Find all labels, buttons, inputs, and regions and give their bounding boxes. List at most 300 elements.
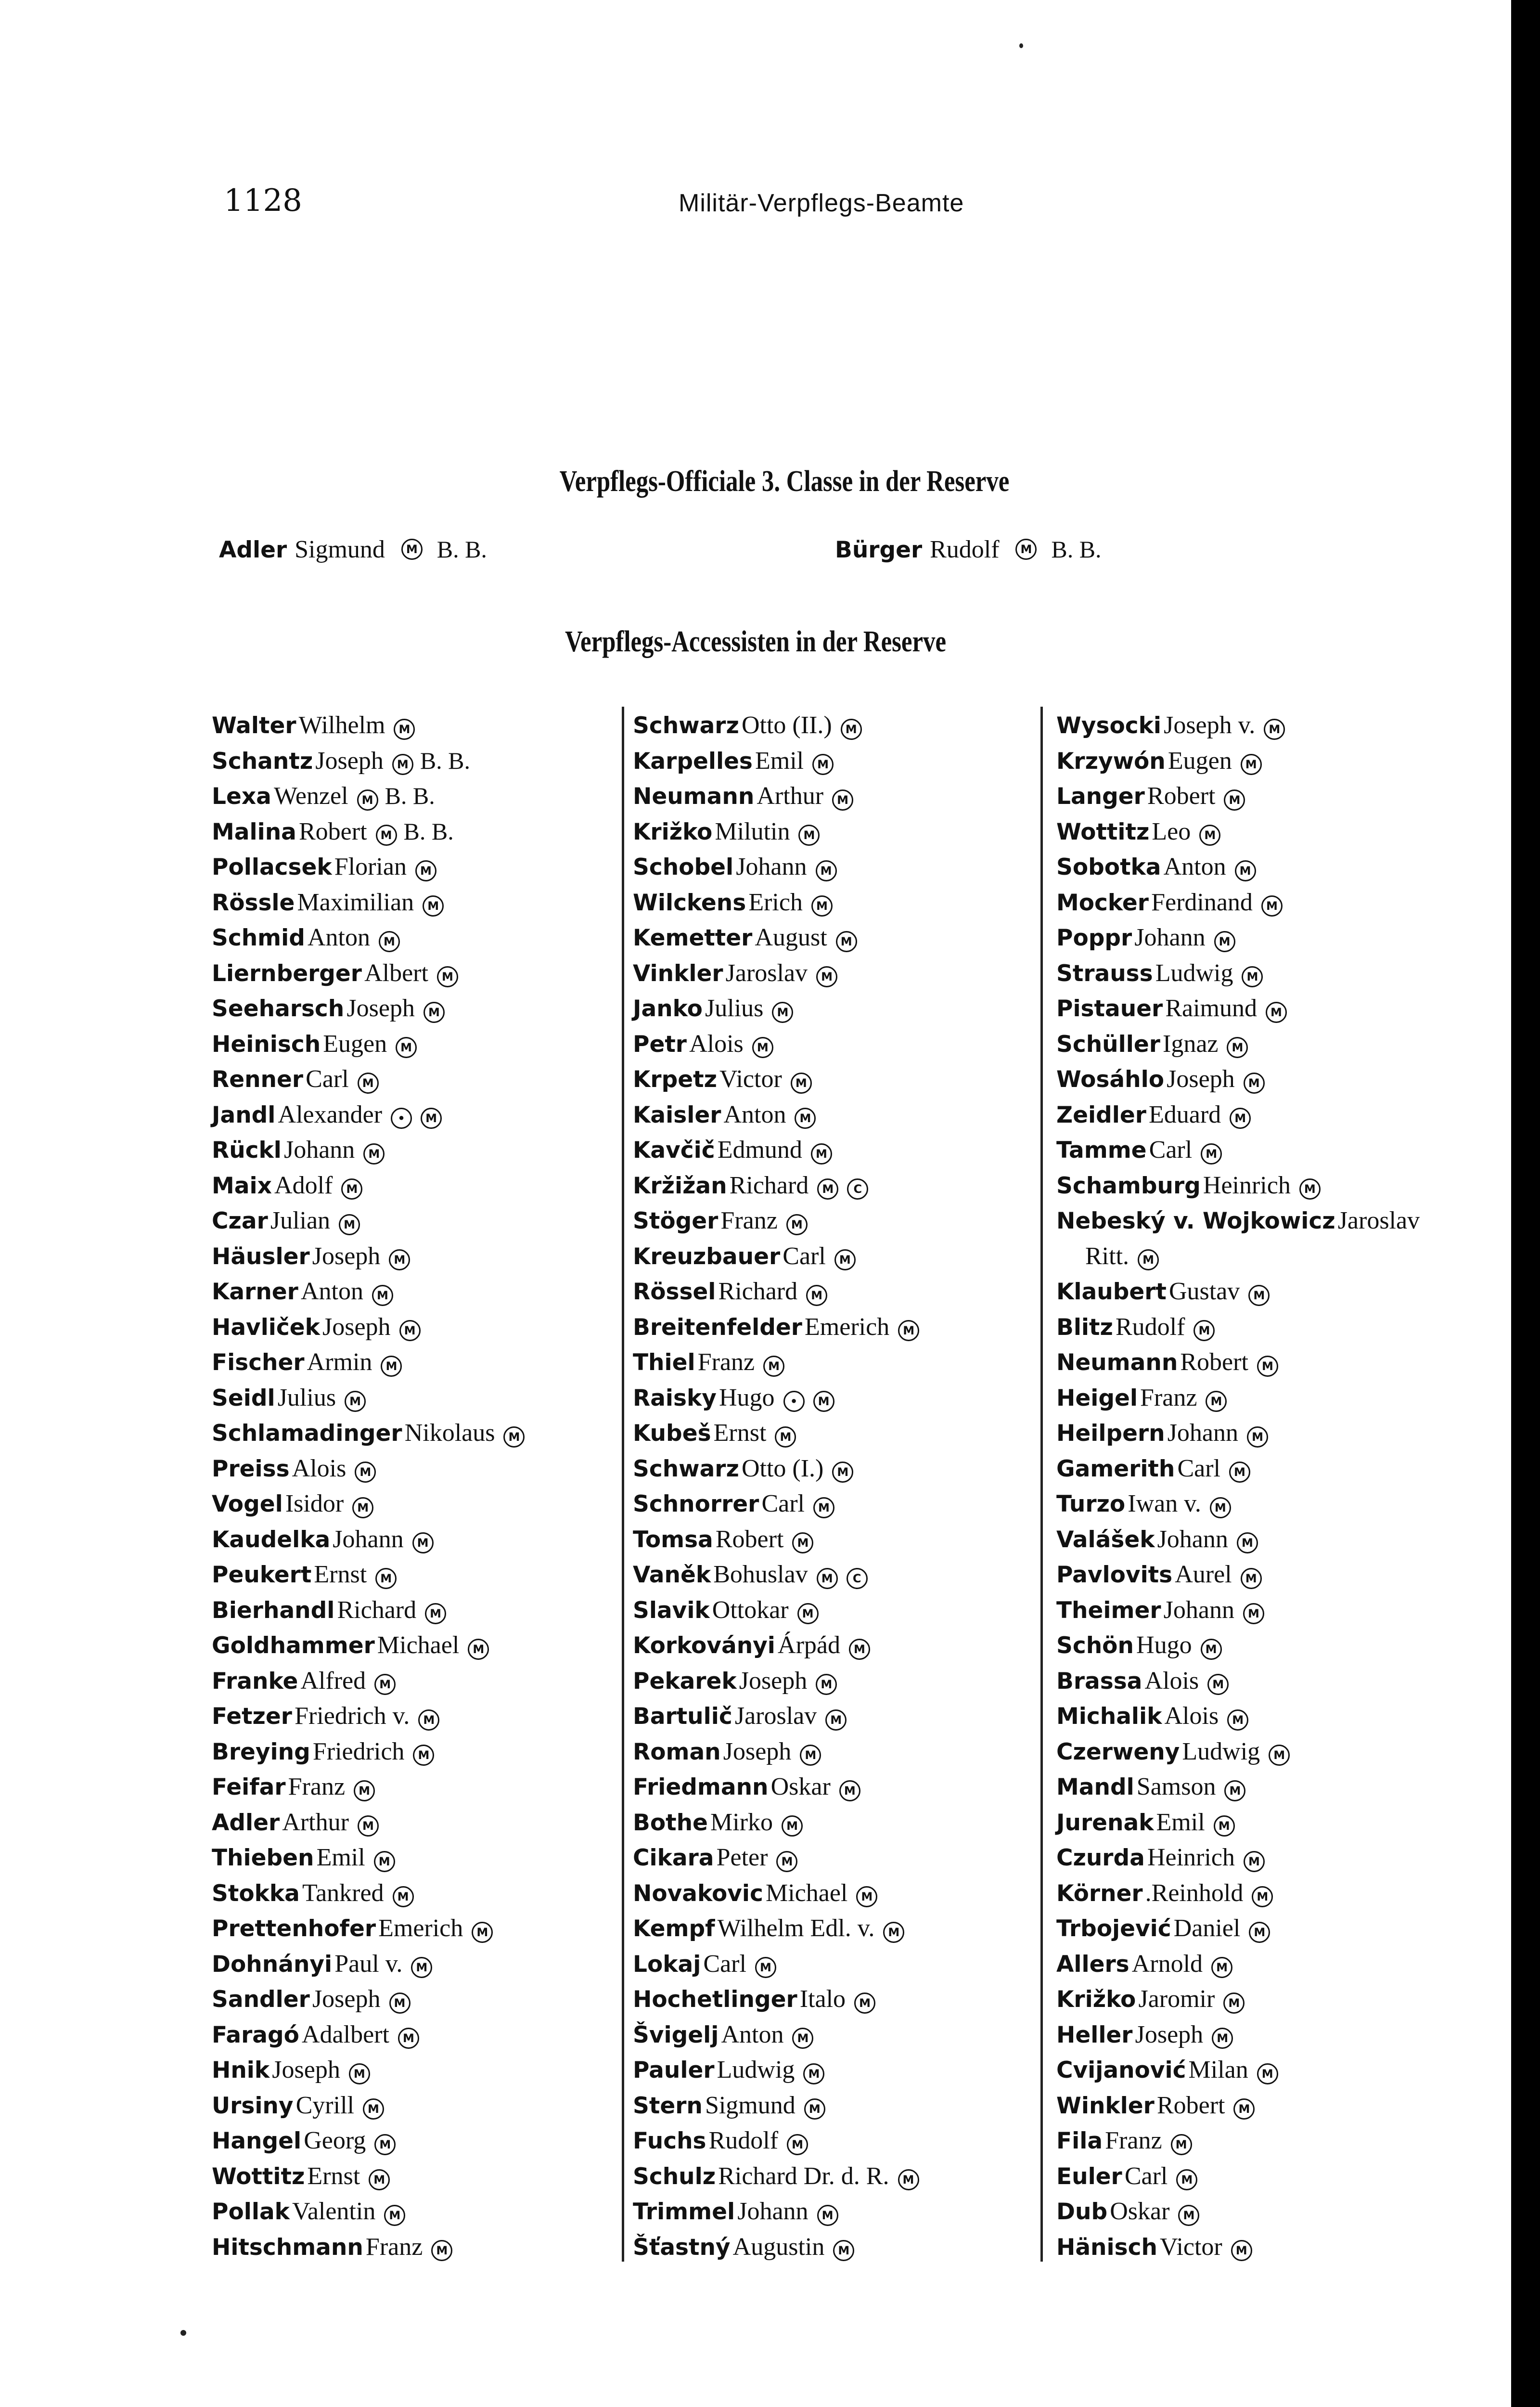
list-item [1056,1592,1480,1628]
dot-mark-icon: • [391,1108,412,1129]
m-mark-icon: M [412,1532,434,1553]
m-mark-icon: M [396,1037,417,1058]
surname: Körner [1056,1880,1143,1907]
given-name: Georg [304,2127,366,2154]
surname: Schüller [1056,1031,1160,1058]
list-item [212,708,621,743]
m-mark-icon: M [787,2134,808,2155]
name-column-1 [212,708,621,2267]
m-mark-icon: M [355,1462,376,1483]
given-name: Rudolf [1115,1313,1185,1341]
given-name: Ritt. [1085,1242,1129,1270]
given-name: Joseph [739,1667,808,1695]
list-item [633,778,1032,814]
list-item [212,1946,621,1982]
surname: Križko [1056,1986,1136,2013]
given-name: Eugen [1168,747,1232,775]
m-mark-icon: M [1243,1603,1264,1624]
given-name: Friedrich [312,1737,405,1765]
surname: Cvijanović [1056,2057,1186,2083]
list-item [1056,1345,1480,1380]
surname: Heinisch [212,1031,321,1058]
page-edge [1511,0,1540,2407]
m-mark-icon: M [856,1886,877,1907]
list-item [212,2159,621,2194]
list-item [212,814,621,850]
given-name: Carl [1177,1454,1220,1482]
m-mark-icon: M [345,1391,366,1412]
m-mark-icon: M [816,860,837,881]
given-name: Aurel [1175,1561,1232,1588]
m-mark-icon: M [763,1356,784,1377]
surname: Wilckens [633,889,746,916]
surname: Mocker [1056,889,1149,916]
given-name: Arthur [282,1808,349,1836]
given-name: Ernst [307,2162,360,2190]
list-item [1056,1061,1480,1097]
m-mark-icon: M [898,2169,919,2190]
given-name: Árpád [778,1631,840,1659]
given-name: Carl [1124,2162,1168,2190]
list-item [212,1097,621,1133]
m-mark-icon: M [854,1993,875,2014]
list-item [633,1309,1032,1345]
list-item [1056,885,1480,920]
given-name: Robert [298,817,367,845]
surname: Rössel [633,1279,716,1305]
surname: Wottitz [212,2163,305,2190]
given-name: Erich [748,888,803,916]
m-mark-icon: M [1231,2240,1252,2261]
surname: Schnorrer [633,1491,759,1517]
m-mark-icon: M [775,1426,796,1448]
given-name: Alois [1144,1667,1199,1695]
given-name: Oskar [770,1773,831,1800]
m-mark-icon: M [1201,1639,1222,1660]
surname: Schwarz [633,712,739,739]
dot-mark-icon: • [783,1391,805,1412]
given-name: Edmund [717,1136,802,1164]
m-mark-icon: M [1201,1143,1222,1165]
list-item [633,1239,1032,1274]
given-name: Emil [755,747,804,775]
page-header [224,183,1042,221]
given-name: Iwan v. [1128,1490,1201,1517]
surname: Turzo [1056,1491,1126,1517]
surname: Stern [633,2092,703,2119]
given-name: Raimund [1165,995,1257,1022]
surname: Trimmel [633,2199,735,2225]
given-name: Cyrill [295,2091,354,2119]
m-mark-icon: M [898,1320,919,1341]
given-name: Victor [1160,2233,1222,2261]
list-item [1056,1415,1480,1451]
given-name: Franz [720,1207,778,1234]
suffix: B. B. [436,536,487,563]
given-name: Adolf [274,1171,333,1199]
list-item [633,708,1032,743]
m-mark-icon: M [1269,1745,1290,1766]
surname: Tomsa [633,1526,713,1553]
given-name: Daniel [1173,1915,1241,1942]
m-mark-icon: M [431,2240,452,2261]
surname: Schamburg [1056,1172,1201,1199]
surname: Heilpern [1056,1420,1165,1447]
list-item [212,743,621,779]
given-name: Robert [1156,2091,1225,2119]
surname: Neumann [633,783,755,810]
given-name: Michael [377,1631,460,1659]
surname: Karpelles [633,748,753,775]
given-name: Alois [689,1030,744,1058]
m-mark-icon: M [782,1815,803,1837]
m-mark-icon: M [1214,931,1235,952]
list-item [1056,1769,1480,1805]
given-name: Johann [1163,1596,1234,1624]
list-item [212,1451,621,1487]
given-name: Ernst [314,1561,367,1588]
list-item [212,920,621,956]
m-mark-icon: M [1206,1391,1227,1412]
m-mark-icon: M [357,789,378,811]
given-name: Joseph [346,995,415,1022]
surname: Euler [1056,2163,1122,2190]
list-item [1056,778,1480,814]
surname: Bartulič [633,1703,732,1730]
column-divider [622,707,624,2262]
m-mark-icon: M [833,2240,854,2261]
given-name: Robert [715,1525,784,1553]
surname: Vinkler [633,960,723,987]
given-name: Johann [283,1136,355,1164]
m-mark-icon: M [1241,754,1262,775]
surname: Slavik [633,1597,710,1624]
m-mark-icon: M [425,1603,446,1624]
given-name: Jaroslav [1337,1207,1420,1234]
list-item [212,1981,621,2017]
running-head: Militär-Verpflegs-Beamte [679,189,964,217]
given-name: Joseph [723,1737,792,1765]
list-item [1056,1946,1480,1982]
c-mark-icon: C [847,1568,868,1589]
list-item [212,1911,621,1946]
given-name: Emerich [805,1313,890,1341]
given-name: Alois [292,1454,346,1482]
list-item [212,1840,621,1876]
list-item [1056,1097,1480,1133]
surname: Klaubert [1056,1279,1167,1305]
m-mark-icon: M [806,1285,827,1306]
list-item [633,2229,1032,2265]
given-name: Johann [737,2198,808,2225]
m-mark-icon: M [817,1568,838,1589]
list-item [212,991,621,1026]
list-item [212,1309,621,1345]
list-item [212,1805,621,1840]
list-item [212,1380,621,1416]
m-mark-icon: M [1227,1709,1248,1731]
section-title-officiale: Verpflegs-Officiale 3. Classe in der Reserve [559,465,1010,498]
page-number: 1128 [224,183,302,219]
surname: Krpetz [633,1066,717,1093]
m-mark-icon: M [804,2098,825,2120]
list-item [633,1698,1032,1734]
surname: Kržižan [633,1172,727,1199]
m-mark-icon: M [398,2028,419,2049]
m-mark-icon: M [883,1922,904,1943]
list-item [633,1203,1032,1239]
given-name: Tankred [302,1879,384,1907]
given-name: Johann [333,1525,404,1553]
m-mark-icon: M [836,931,857,952]
print-speck [1019,43,1023,48]
surname: Czurda [1056,1845,1145,1871]
list-item [212,1734,621,1770]
given-name: Otto (I.) [741,1454,824,1482]
m-mark-icon: M [341,1178,362,1200]
m-mark-icon: M [811,895,833,917]
given-name: Julius [277,1384,336,1411]
given-name: Gustav [1168,1278,1240,1305]
m-mark-icon: M [374,1851,395,1872]
surname: Havliček [212,1314,320,1341]
surname: Blitz [1056,1314,1113,1341]
given-name: Emerich [378,1915,463,1942]
m-mark-icon: M [1235,860,1256,881]
surname: Kempf [633,1915,715,1942]
list-item [633,1168,1032,1204]
m-mark-icon: M [1237,1532,1258,1553]
surname: Bierhandl [212,1597,335,1624]
list-item [1056,1239,1480,1274]
list-item [212,1769,621,1805]
surname: Karner [212,1279,298,1305]
surname: Adler [219,537,287,563]
surname: Bürger [835,537,923,563]
m-mark-icon: M [424,1002,445,1023]
given-name: Eugen [323,1030,387,1058]
surname: Vogel [212,1491,283,1517]
m-mark-icon: M [1264,719,1285,740]
list-item [212,1239,621,1274]
m-mark-icon: M [812,754,834,775]
list-item [212,778,621,814]
given-name: Franz [697,1348,755,1376]
list-item [1056,1734,1480,1770]
given-name: Johann [736,853,807,880]
given-name: Emil [316,1844,365,1871]
list-item [212,1522,621,1557]
m-mark-icon: M [399,1320,421,1341]
m-mark-icon: M [1176,2169,1197,2190]
given-name: Isidor [285,1490,344,1517]
list-item [1056,1840,1480,1876]
list-item [633,1451,1032,1487]
list-item [212,885,621,920]
surname: Pistauer [1056,996,1163,1022]
list-item [1056,814,1480,850]
surname: Novakovic [633,1880,763,1907]
m-mark-icon: M [392,754,413,775]
list-item [1056,920,1480,956]
given-name: Johann [1167,1419,1239,1447]
m-mark-icon: M [1242,966,1263,987]
surname: Maix [212,1172,272,1199]
m-mark-icon: M [1212,2028,1233,2049]
list-item [633,1522,1032,1557]
given-name: Anton [721,2020,784,2048]
m-mark-icon: M [1207,1674,1229,1695]
suffix: B. B. [420,747,471,774]
given-name: Carl [703,1950,746,1978]
m-mark-icon: M [841,719,862,740]
surname: Wysocki [1056,712,1161,739]
list-item [1056,1309,1480,1345]
given-name: Anton [723,1100,786,1128]
surname: Pollak [212,2199,290,2225]
given-name: Joseph v. [1164,712,1256,739]
given-name: Samson [1136,1773,1216,1800]
m-mark-icon: M [813,1497,834,1518]
m-mark-icon: M [401,539,423,560]
surname: Wottitz [1056,818,1150,845]
list-item [212,1557,621,1592]
list-item [1056,1663,1480,1699]
surname: Schulz [633,2163,716,2190]
m-mark-icon: M [418,1709,439,1731]
surname: Cikara [633,1845,714,1871]
surname: Brassa [1056,1668,1142,1695]
given-name: Bohuslav [713,1561,808,1588]
given-name: Ludwig [717,2056,795,2083]
given-name: Hugo [1136,1631,1192,1659]
surname: Walter [212,712,296,739]
given-name: Eduard [1148,1100,1221,1128]
list-item [1056,1203,1480,1239]
surname: Lokaj [633,1951,701,1978]
list-item [1056,1981,1480,2017]
surname: Valášek [1056,1526,1155,1553]
surname: Wosáhlo [1056,1066,1165,1093]
surname: Lexa [212,783,271,810]
m-mark-icon: M [376,825,397,846]
given-name: Carl [1149,1136,1193,1164]
surname: Pavlovits [1056,1562,1173,1588]
surname: Stokka [212,1880,300,1907]
surname: Fetzer [212,1703,292,1730]
surname: Friedmann [633,1774,769,1800]
given-name: Ernst [713,1419,767,1447]
m-mark-icon: M [1244,1851,1265,1872]
surname: Trbojević [1056,1915,1171,1942]
surname: Renner [212,1066,304,1093]
surname: Seidl [212,1385,275,1411]
m-mark-icon: M [1230,1108,1251,1129]
list-item [1056,849,1480,885]
surname: Neumann [1056,1349,1178,1376]
m-mark-icon: M [1241,1568,1262,1589]
given-name: Richard [718,1278,798,1305]
given-name: Friedrich v. [295,1702,410,1730]
surname: Rückl [212,1137,282,1164]
m-mark-icon: M [374,1674,396,1695]
list-item [1056,2229,1480,2265]
given-name: Ludwig [1155,959,1233,987]
surname: Švigelj [633,2021,719,2048]
given-name: Franz [1140,1384,1197,1411]
m-mark-icon: M [834,1249,856,1270]
m-mark-icon: M [503,1426,525,1448]
m-mark-icon: M [803,2063,824,2084]
list-item [1056,1026,1480,1062]
m-mark-icon: M [1015,539,1037,560]
surname: Strauss [1056,960,1153,987]
surname: Jurenak [1056,1809,1154,1836]
m-mark-icon: M [849,1639,870,1660]
given-name: Italo [799,1985,846,2013]
surname: Czar [212,1208,268,1234]
surname: Pollacsek [212,854,332,880]
m-mark-icon: M [369,2169,390,2190]
surname: Pauler [633,2057,715,2083]
list-item [1056,708,1480,743]
given-name: Ferdinand [1151,888,1253,916]
m-mark-icon: M [776,1851,797,1872]
given-name: Paul v. [334,1950,403,1978]
m-mark-icon: M [358,1815,379,1837]
surname: Malina [212,818,296,845]
list-item [633,2123,1032,2159]
given-name: Anton [300,1278,363,1305]
given-name: .Reinhold [1145,1879,1244,1907]
m-mark-icon: M [816,1674,837,1695]
m-mark-icon: M [1299,1178,1321,1200]
list-item [1056,1698,1480,1734]
list-item [633,2017,1032,2053]
surname: Thiel [633,1349,695,1376]
m-mark-icon: M [393,1886,414,1907]
list-item [633,2052,1032,2088]
surname: Adler [212,1809,280,1836]
m-mark-icon: M [421,1108,442,1129]
list-item [212,1203,621,1239]
list-item [212,2123,621,2159]
list-item [1056,2052,1480,2088]
m-mark-icon: M [1227,1037,1248,1058]
m-mark-icon: M [1252,1886,1273,1907]
given-name: Arthur [757,782,824,810]
surname: Breitenfelder [633,1314,802,1341]
given-name: Mirko [710,1808,773,1836]
given-name: Michael [765,1879,848,1907]
m-mark-icon: M [792,2028,813,2049]
given-name: Hugo [719,1384,775,1411]
m-mark-icon: M [1229,1462,1250,1483]
surname: Rössle [212,889,295,916]
given-name: Joseph [322,1313,391,1341]
m-mark-icon: M [1247,1426,1268,1448]
m-mark-icon: M [1210,1497,1231,1518]
list-item [212,1592,621,1628]
surname: Stöger [633,1208,719,1234]
given-name: Robert [1180,1348,1248,1376]
given-name: Wilhelm Edl. v. [717,1915,875,1942]
m-mark-icon: M [349,2063,370,2084]
given-name: Richard [729,1171,809,1199]
surname: Jandl [212,1101,276,1128]
surname: Schwarz [633,1455,739,1482]
given-name: Wenzel [273,782,348,810]
